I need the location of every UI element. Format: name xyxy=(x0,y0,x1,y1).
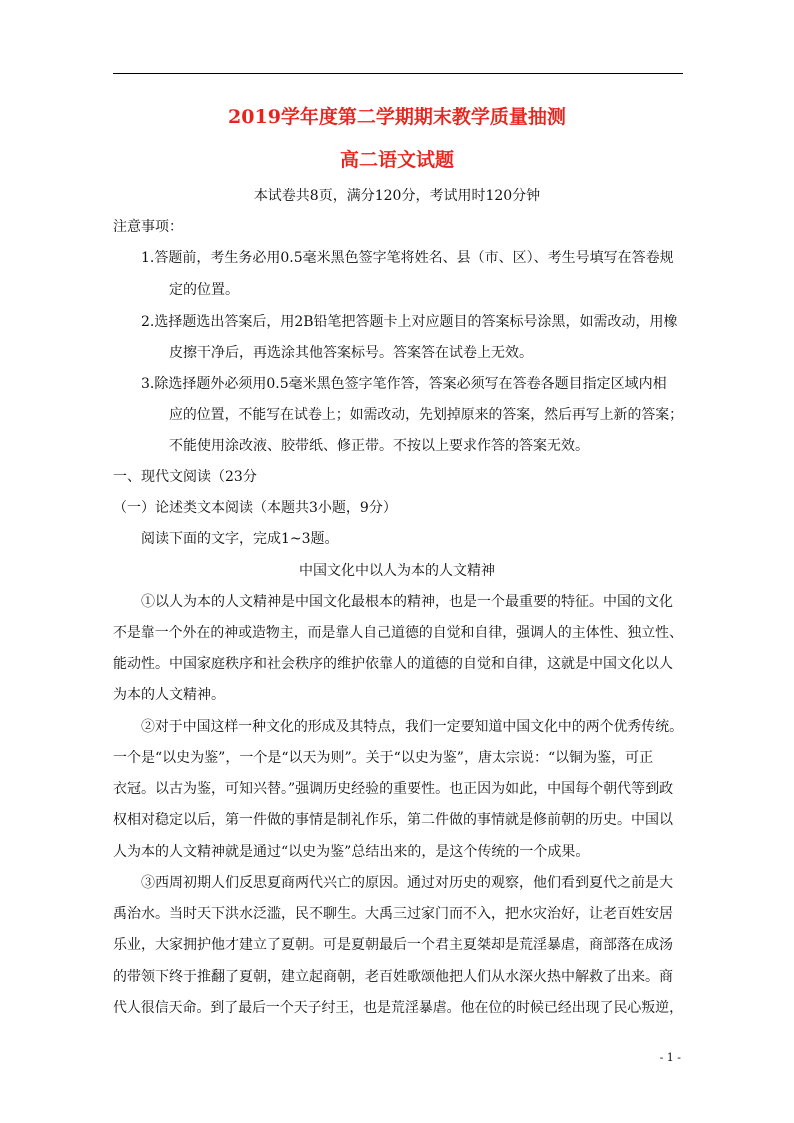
page-number: - 1 - xyxy=(659,1051,681,1064)
section-heading: 一、现代文阅读（23分 xyxy=(113,469,257,485)
essay-line: 乐业，大家拥护他才建立了夏朝。可是夏朝最后一个君主夏桀却是荒淫暴虐，商部落在成汤 xyxy=(113,937,673,953)
note-line: 皮擦干净后，再选涂其他答案标号。答案答在试卷上无效。 xyxy=(169,345,533,361)
note-line: 应的位置，不能写在试卷上；如需改动，先划掉原来的答案，然后再写上新的答案； xyxy=(169,407,684,423)
note-line: 2.选择题选出答案后，用2B铅笔把答题卡上对应题目的答案标号涂黑，如需改动，用橡 xyxy=(141,314,678,330)
note-line: 不能使用涂改液、胶带纸、修正带。不按以上要求作答的答案无效。 xyxy=(169,438,589,454)
exam-title: 2019学年度第二学期期末教学质量抽测 xyxy=(228,106,566,128)
essay-line: ②对于中国这样一种文化的形成及其特点，我们一定要知道中国文化中的两个优秀传统。 xyxy=(141,719,684,735)
header-rule xyxy=(113,73,683,74)
essay-title: 中国文化中以人为本的人文精神 xyxy=(299,563,495,579)
note-line: 3.除选择题外必须用0.5毫米黑色签字笔作答，答案必须写在答卷各题目指定区域内相 xyxy=(141,376,667,392)
notes-heading: 注意事项： xyxy=(113,219,183,235)
exam-subject-title: 高二语文试题 xyxy=(339,149,454,171)
essay-line: 不是靠一个外在的神或造物主，而是靠人自己道德的自觉和自律，强调人的主体性、独立性、 xyxy=(113,625,683,641)
section-instruction: 阅读下面的文字，完成1~3题。 xyxy=(141,531,339,547)
essay-line: 为本的人文精神。 xyxy=(113,687,225,703)
essay-line: 代人很信天命。到了最后一个天子纣王，也是荒淫暴虐。他在位的时候已经出现了民心叛逆， xyxy=(113,1000,683,1016)
essay-line: 禹治水。当时天下洪水泛滥，民不聊生。大禹三过家门而不入，把水灾治好，让老百姓安居 xyxy=(113,906,673,922)
essay-line: 的带领下终于推翻了夏朝，建立起商朝，老百姓歌颂他把人们从水深火热中解救了出来。商 xyxy=(113,969,673,985)
note-line: 定的位置。 xyxy=(169,282,239,298)
essay-line: ①以人为本的人文精神是中国文化最根本的精神，也是一个最重要的特征。中国的文化 xyxy=(141,594,673,610)
essay-line: 一个是“以史为鉴”，一个是“以天为则”。关于“以史为鉴”，唐太宗说：“以铜为鉴，可正 xyxy=(113,750,654,766)
essay-line: 衣冠。以古为鉴，可知兴替。”强调历史经验的重要性。也正因为如此，中国每个朝代等到政 xyxy=(113,781,674,797)
essay-line: 权相对稳定以后，第一件做的事情是制礼作乐，第二件做的事情就是修前朝的历史。中国以 xyxy=(113,812,673,828)
essay-line: 人为本的人文精神就是通过“以史为鉴”总结出来的，是这个传统的一个成果。 xyxy=(113,844,590,860)
section-subheading: （一）论述类文本阅读（本题共3小题，9分） xyxy=(113,500,397,516)
essay-line: 能动性。中国家庭秩序和社会秩序的维护依靠人的道德的自觉和自律，这就是中国文化以人 xyxy=(113,656,673,672)
note-line: 1.答题前，考生务必用0.5毫米黑色签字笔将姓名、县（市、区）、考生号填写在答卷规 xyxy=(141,250,674,266)
exam-info: 本试卷共8页，满分120分，考试用时120分钟 xyxy=(253,188,541,204)
essay-line: ③西周初期人们反思夏商两代兴亡的原因。通过对历史的观察，他们看到夏代之前是大 xyxy=(141,875,673,891)
